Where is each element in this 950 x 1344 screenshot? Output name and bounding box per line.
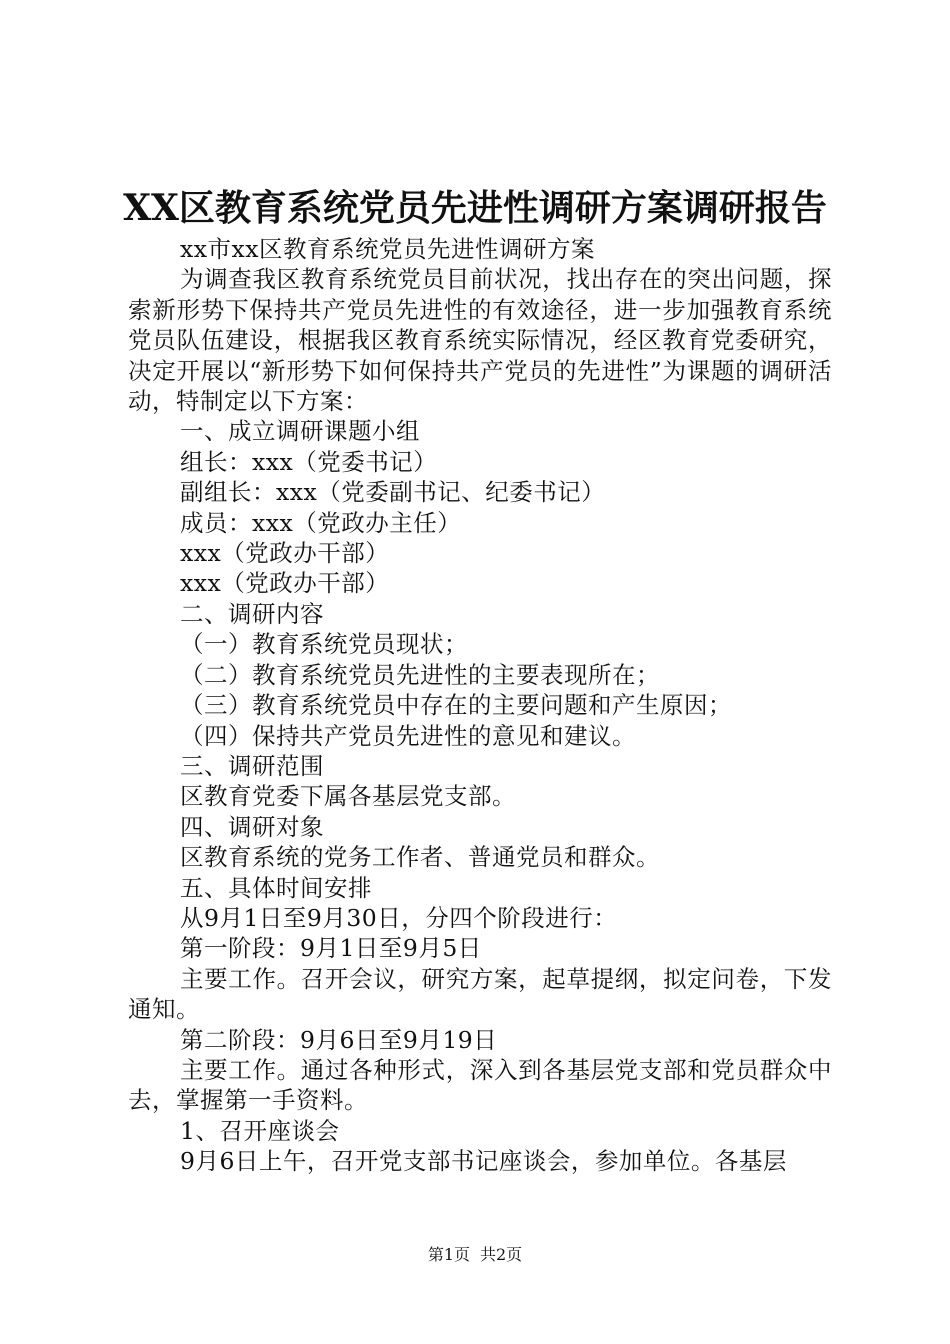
document-title: XX区教育系统党员先进性调研方案调研报告: [123, 187, 827, 229]
paragraph: （三）教育系统党员中存在的主要问题和产生原因；: [180, 691, 732, 720]
paragraph: 五、具体时间安排: [180, 873, 372, 902]
paragraph: xx市xx区教育系统党员先进性调研方案: [180, 235, 596, 263]
paragraph: xxx（党政办干部）: [180, 539, 390, 568]
paragraph: 副组长：xxx（党委副书记、纪委书记）: [180, 478, 606, 507]
paragraph: 第一阶段：9月1日至9月5日: [180, 934, 482, 963]
paragraph: 二、调研内容: [180, 599, 324, 628]
paragraph: 为调查我区教育系统党员目前状况，找出存在的突出问题，探索新形势下保持共产党员先进性的有效途径，进一步加强教育系统党员队伍建设，根据我区教育系统实际情况，经区教育党委研究，决定开展以“新形势下如何保持共产党员的先进性”为课题的调研活动，特制定以下方案：: [128, 265, 832, 416]
page-total: 共2页: [480, 1245, 523, 1264]
paragraph: 主要工作。召开会议，研究方案，起草提纲，拟定问卷，下发通知。: [128, 964, 832, 1024]
paragraph: 一、成立调研课题小组: [180, 417, 420, 446]
page-number: 第1页: [427, 1245, 470, 1264]
paragraph: （二）教育系统党员先进性的主要表现所在；: [180, 660, 660, 689]
paragraph: 四、调研对象: [180, 812, 324, 841]
paragraph: 第二阶段：9月6日至9月19日: [180, 1025, 498, 1054]
paragraph: 成员：xxx（党政办主任）: [180, 508, 462, 537]
page-footer: [0, 1244, 950, 1266]
document-body: [128, 234, 832, 1177]
paragraph: 主要工作。通过各种形式，深入到各基层党支部和党员群众中去，掌握第一手资料。: [128, 1055, 832, 1115]
paragraph: 1、召开座谈会: [180, 1116, 340, 1145]
paragraph: 区教育系统的党务工作者、普通党员和群众。: [180, 843, 660, 872]
paragraph: 从9月1日至9月30日，分四个阶段进行：: [180, 903, 618, 932]
paragraph: 三、调研范围: [180, 751, 324, 780]
paragraph: （四）保持共产党员先进性的意见和建议。: [180, 721, 636, 750]
paragraph: （一）教育系统党员现状；: [180, 630, 468, 659]
paragraph: xxx（党政办干部）: [180, 569, 390, 598]
paragraph: 区教育党委下属各基层党支部。: [180, 782, 516, 811]
paragraph: 9月6日上午，召开党支部书记座谈会，参加单位。各基层: [180, 1147, 787, 1176]
paragraph: 组长：xxx（党委书记）: [180, 447, 438, 476]
